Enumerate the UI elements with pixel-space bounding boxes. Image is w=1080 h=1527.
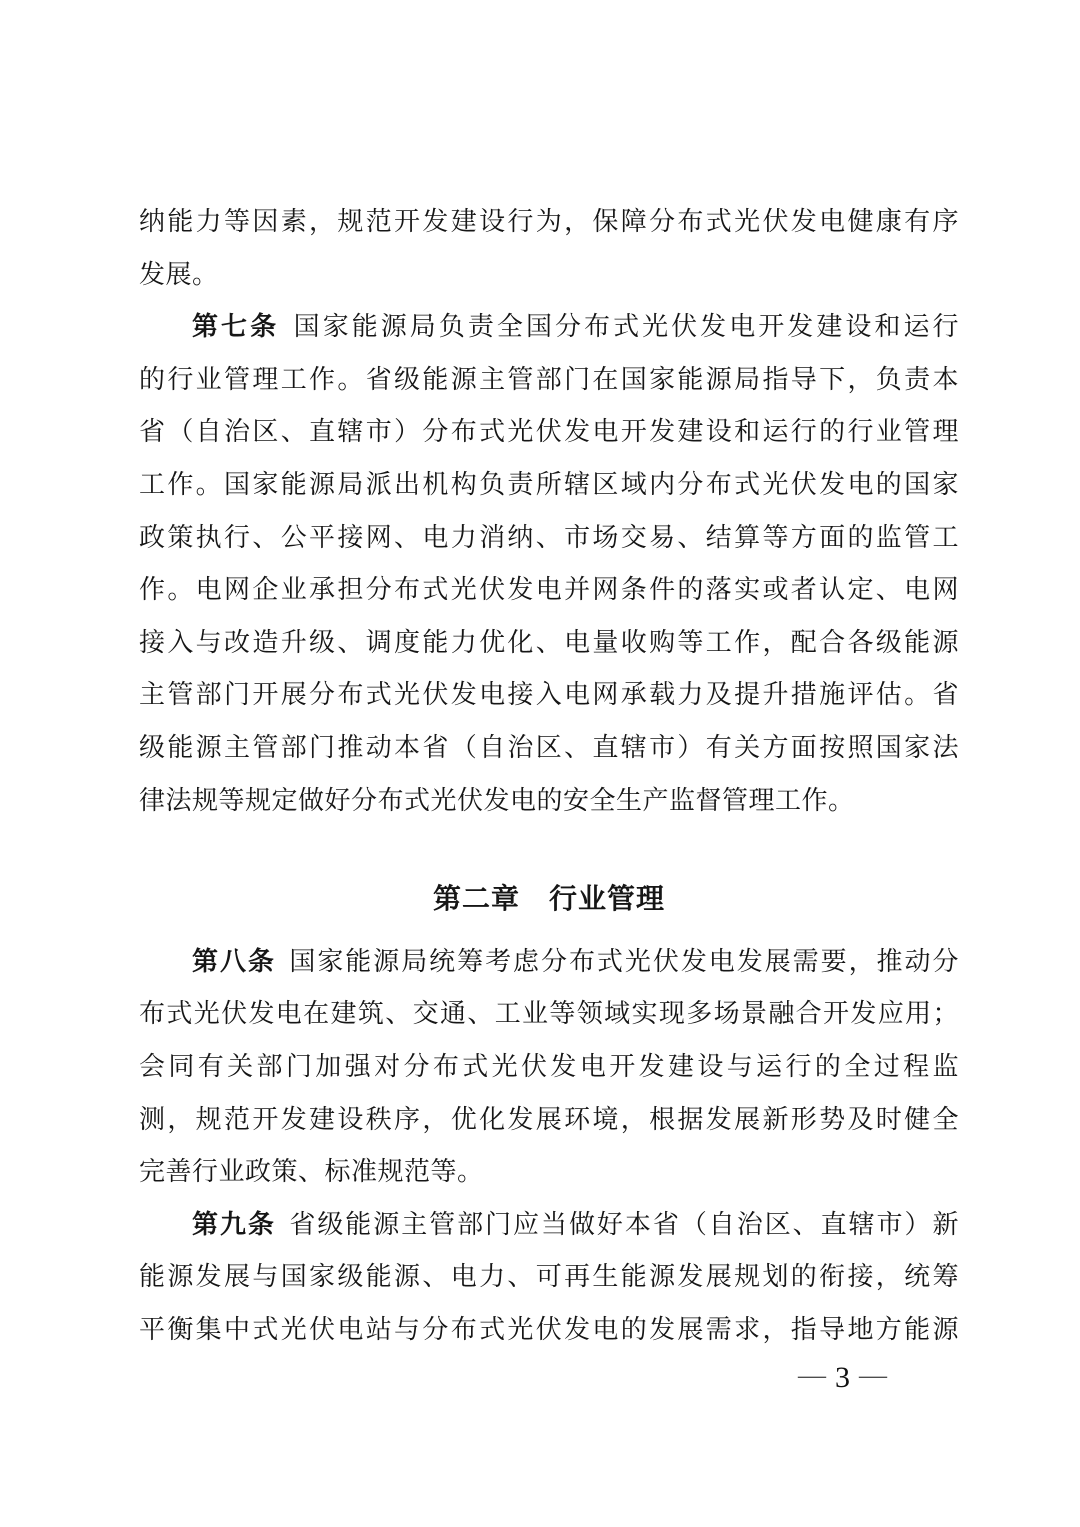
document-body	[139, 195, 959, 1355]
paragraph	[139, 300, 959, 826]
page-number-dash-right: —	[859, 1360, 887, 1391]
text-line: 主管部门开展分布式光伏发电接入电网承载力及提升措施评估。省	[139, 679, 959, 710]
text-line: 完善行业政策、标准规范等。	[139, 1156, 484, 1187]
text-line: 工作。国家能源局派出机构负责所辖区域内分布式光伏发电的国家	[139, 468, 959, 499]
text-line: 省（自治区、直辖市）分布式光伏发电开发建设和运行的行业管理	[139, 416, 959, 447]
text-line: 政策执行、公平接网、电力消纳、市场交易、结算等方面的监管工	[139, 521, 959, 552]
text-line: 作。电网企业承担分布式光伏发电并网条件的落实或者认定、电网	[139, 574, 959, 605]
page-number-dash-left: —	[798, 1360, 826, 1391]
text-line: 第九条 省级能源主管部门应当做好本省（自治区、直辖市）新	[192, 1208, 959, 1239]
text-line: 会同有关部门加强对分布式光伏发电开发建设与运行的全过程监	[139, 1050, 959, 1081]
text-line: 测，规范开发建设秩序，优化发展环境，根据发展新形势及时健全	[139, 1103, 959, 1134]
paragraph	[139, 935, 959, 1198]
page-number: 3	[835, 1361, 850, 1394]
page-footer	[789, 1358, 896, 1398]
article-number-label: 第九条	[192, 1208, 276, 1239]
text-line: 级能源主管部门推动本省（自治区、直辖市）有关方面按照国家法	[139, 731, 959, 762]
text-line: 布式光伏发电在建筑、交通、工业等领域实现多场景融合开发应用；	[139, 998, 959, 1029]
text-line: 纳能力等因素，规范开发建设行为，保障分布式光伏发电健康有序	[139, 206, 959, 236]
paragraph	[139, 1198, 959, 1356]
text-line: 接入与改造升级、调度能力优化、电量收购等工作，配合各级能源	[139, 626, 959, 657]
text-line: 第八条 国家能源局统筹考虑分布式光伏发电发展需要，推动分	[192, 945, 959, 976]
chapter-heading: 第二章 行业管理	[432, 883, 665, 915]
article-number-label: 第八条	[192, 945, 276, 976]
text-line: 的行业管理工作。省级能源主管部门在国家能源局指导下，负责本	[139, 363, 959, 394]
text-line: 第七条 国家能源局负责全国分布式光伏发电开发建设和运行	[192, 311, 959, 342]
text-line: 平衡集中式光伏电站与分布式光伏发电的发展需求，指导地方能源	[139, 1313, 959, 1344]
article-number-label: 第七条	[192, 311, 280, 342]
text-line: 发展。	[139, 258, 219, 289]
text-line: 律法规等规定做好分布式光伏发电的安全生产监督管理工作。	[139, 784, 855, 815]
paragraph	[139, 195, 959, 300]
text-line: 能源发展与国家级能源、电力、可再生能源发展规划的衔接，统筹	[139, 1261, 959, 1292]
